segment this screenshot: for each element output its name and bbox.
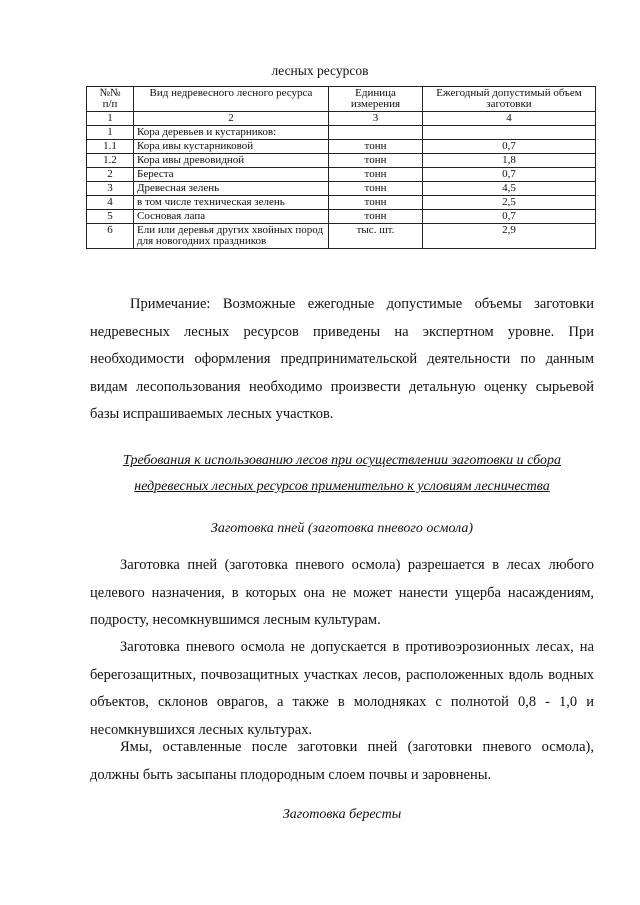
row-unit: тонн xyxy=(329,210,423,224)
paragraph-1 xyxy=(90,552,594,635)
row-volume: 0,7 xyxy=(423,168,596,182)
row-resource: в том числе техническая зелень xyxy=(134,196,329,210)
note-text: Примечание: Возможные ежегодные допустимые объемы заготовки недревесных лесных ресурсов приведены на экспертном уровне. При необходимости оформления предпринимательской деятельности по данным видам лесопользования необходимо произвести детальную оценку сырьевой базы испрашиваемых лесных участков. xyxy=(90,296,594,422)
table-header-row xyxy=(87,87,596,112)
header-resource-type: Вид недревесного лесного ресурса xyxy=(134,87,329,112)
row-volume: 2,5 xyxy=(423,196,596,210)
row-resource: Береста xyxy=(134,168,329,182)
row-volume xyxy=(423,126,596,140)
table-row xyxy=(87,168,596,182)
row-resource: Кора ивы кустарниковой xyxy=(134,140,329,154)
row-unit: тыс. шт. xyxy=(329,224,423,249)
section-title: Требования к использованию лесов при осуществлении заготовки и сбора недревесных лесных ресурсов применительно к условиям лесничества xyxy=(123,453,561,494)
table-row xyxy=(87,182,596,196)
row-number: 5 xyxy=(87,210,134,224)
row-number: 3 xyxy=(87,182,134,196)
header-unit: Единица измерения xyxy=(329,87,423,112)
row-number: 6 xyxy=(87,224,134,249)
paragraph-3 xyxy=(90,734,594,789)
paragraph-text: Заготовка пневого осмола не допускается в противоэрозионных лесах, на берегозащитных, почвозащитных участках лесов, расположенных вдоль водных объектов, склонов оврагов, а также в молодняках с полнотой 0,8 - 1,0 и несомкнувшихся лесных культурах. xyxy=(90,639,594,738)
col-number: 1 xyxy=(87,112,134,126)
col-number: 3 xyxy=(329,112,423,126)
row-volume: 0,7 xyxy=(423,140,596,154)
row-number: 1.1 xyxy=(87,140,134,154)
row-number: 1.2 xyxy=(87,154,134,168)
row-number: 2 xyxy=(87,168,134,182)
row-unit xyxy=(329,126,423,140)
table-row xyxy=(87,196,596,210)
row-volume: 0,7 xyxy=(423,210,596,224)
row-resource: Сосновая лапа xyxy=(134,210,329,224)
table-caption: лесных ресурсов xyxy=(271,63,369,78)
table-row xyxy=(87,210,596,224)
table-row xyxy=(87,140,596,154)
header-number: №№ п/п xyxy=(87,87,134,112)
row-unit: тонн xyxy=(329,182,423,196)
row-resource: Кора ивы древовидной xyxy=(134,154,329,168)
note-paragraph xyxy=(90,291,594,429)
subsection-title-birch-bark: Заготовка бересты xyxy=(282,807,402,822)
row-resource: Древесная зелень xyxy=(134,182,329,196)
subsection-title-stumps: Заготовка пней (заготовка пневого осмола) xyxy=(210,521,474,536)
row-volume: 2,9 xyxy=(423,224,596,249)
table-row xyxy=(87,224,596,249)
row-unit: тонн xyxy=(329,140,423,154)
paragraph-2 xyxy=(90,634,594,744)
row-unit: тонн xyxy=(329,196,423,210)
col-number: 2 xyxy=(134,112,329,126)
row-resource: Ели или деревья других хвойных пород для новогодних праздников xyxy=(134,224,329,249)
row-unit: тонн xyxy=(329,154,423,168)
col-number: 4 xyxy=(423,112,596,126)
column-number-row xyxy=(87,112,596,126)
row-resource: Кора деревьев и кустарников: xyxy=(134,126,329,140)
table-row xyxy=(87,154,596,168)
paragraph-text: Заготовка пней (заготовка пневого осмола) разрешается в лесах любого целевого назначения, в которых она не может нанести ущерба насаждениям, подросту, несомкнувшимся лесным культурам. xyxy=(90,557,594,628)
header-volume: Ежегодный допустимый объем заготовки xyxy=(423,87,596,112)
row-volume: 4,5 xyxy=(423,182,596,196)
row-number: 4 xyxy=(87,196,134,210)
table-row xyxy=(87,126,596,140)
paragraph-text: Ямы, оставленные после заготовки пней (заготовки пневого осмола), должны быть засыпаны плодородным слоем почвы и заровнены. xyxy=(90,739,594,783)
row-volume: 1,8 xyxy=(423,154,596,168)
row-number: 1 xyxy=(87,126,134,140)
resources-table xyxy=(86,86,596,249)
row-unit: тонн xyxy=(329,168,423,182)
